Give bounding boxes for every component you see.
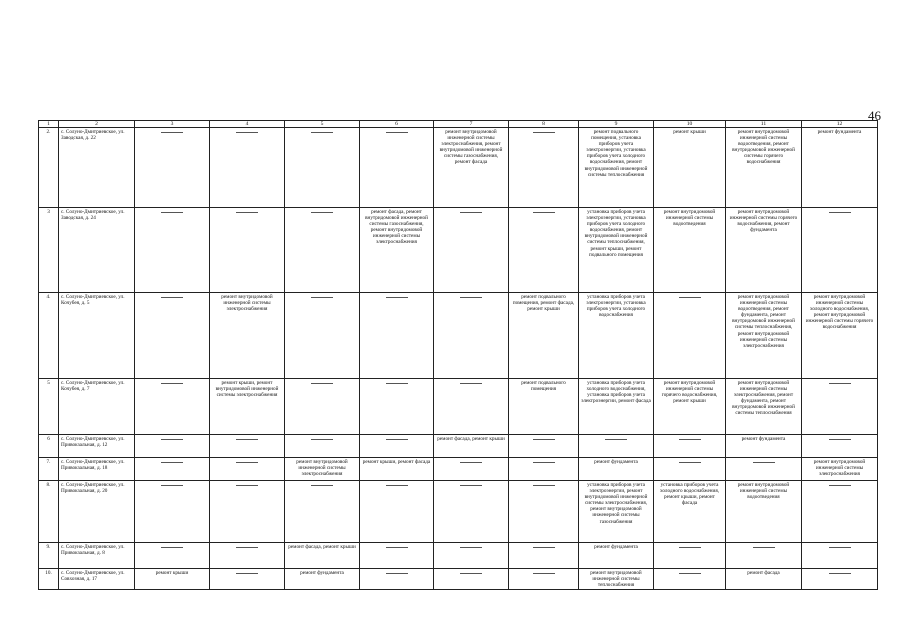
column-number-cell: 8 — [509, 121, 579, 128]
dash-mark — [829, 383, 851, 384]
empty-cell-dash — [285, 379, 360, 435]
work-type-cell: ремонт внутридомовой инженерной системы водоотведения, ремонт внутридомовой инженерной системы горячего водоснабжения — [726, 128, 802, 208]
dash-mark — [161, 462, 183, 463]
empty-cell-dash — [285, 481, 360, 543]
column-number-cell: 9 — [579, 121, 654, 128]
dash-mark — [829, 212, 851, 213]
work-type-cell: ремонт подвального помещения, установка приборов учета электроэнергии, установка приборов учета холодного водоснабжения, ремонт внутридомовой инженерной системы теплоснабжения — [579, 128, 654, 208]
dash-mark — [386, 297, 408, 298]
empty-cell-dash — [654, 543, 726, 569]
empty-cell-dash — [285, 435, 360, 458]
row-number: 9. — [39, 543, 59, 569]
work-type-cell: ремонт внутридомовой инженерной системы электроснабжения — [802, 458, 878, 481]
dash-mark — [829, 573, 851, 574]
empty-cell-dash — [360, 569, 434, 590]
dash-mark — [533, 547, 555, 548]
table-row — [39, 379, 878, 435]
empty-cell-dash — [434, 481, 509, 543]
work-type-cell: установка приборов учета электроэнергии, установка приборов учета холодного водоснабжения, ремонт внутридомовой инженерной системы теплоснабжения, ремонт крыши, ремонт подвального помещения — [579, 208, 654, 293]
dash-mark — [161, 547, 183, 548]
dash-mark — [386, 383, 408, 384]
address-cell: с. Солуно-Дмитриевское, ул. Кочубея, д. 5 — [59, 293, 135, 379]
dash-mark — [460, 212, 482, 213]
dash-mark — [311, 212, 333, 213]
column-number-cell: 5 — [285, 121, 360, 128]
dash-mark — [753, 462, 775, 463]
work-type-cell: ремонт внутридомовой инженерной системы теплоснабжения — [579, 569, 654, 590]
empty-cell-dash — [434, 569, 509, 590]
repair-schedule-table — [38, 120, 878, 590]
table-row — [39, 458, 878, 481]
work-type-cell: ремонт фасада, ремонт крыши — [434, 435, 509, 458]
work-type-cell: ремонт внутридомовой инженерной системы водоотведения — [726, 481, 802, 543]
empty-cell-dash — [434, 293, 509, 379]
row-number: 2. — [39, 128, 59, 208]
empty-cell-dash — [654, 458, 726, 481]
work-type-cell: ремонт крыши, ремонт внутридомовой инженерной системы электроснабжения — [210, 379, 285, 435]
empty-cell-dash — [360, 128, 434, 208]
work-type-cell: ремонт фундамента — [726, 435, 802, 458]
empty-cell-dash — [360, 435, 434, 458]
empty-cell-dash — [726, 458, 802, 481]
work-type-cell: ремонт фасада — [726, 569, 802, 590]
empty-cell-dash — [509, 208, 579, 293]
column-number-cell: 11 — [726, 121, 802, 128]
dash-mark — [236, 462, 258, 463]
dash-mark — [386, 573, 408, 574]
empty-cell-dash — [135, 435, 210, 458]
empty-cell-dash — [509, 543, 579, 569]
work-type-cell: ремонт внутридомовой инженерной системы электроснабжения, ремонт внутридомовой инженерной системы газоснабжения, ремонт фасада — [434, 128, 509, 208]
work-type-cell: установка приборов учета холодного водоснабжения, установка приборов учета электроэнергии, ремонт фасада — [579, 379, 654, 435]
dash-mark — [311, 439, 333, 440]
table-row — [39, 569, 878, 590]
table-row — [39, 208, 878, 293]
dash-mark — [533, 212, 555, 213]
empty-cell-dash — [360, 379, 434, 435]
dash-mark — [236, 439, 258, 440]
empty-cell-dash — [802, 208, 878, 293]
address-cell: с. Солуно-Дмитриевское, ул. Привокзальная, д. 20 — [59, 481, 135, 543]
work-type-cell: ремонт внутридомовой инженерной системы водоотведения — [654, 208, 726, 293]
column-number-cell: 3 — [135, 121, 210, 128]
dash-mark — [460, 547, 482, 548]
address-cell: с. Солуно-Дмитриевское, ул. Заводская, д. 22 — [59, 128, 135, 208]
work-type-cell: ремонт фундамента — [579, 458, 654, 481]
dash-mark — [533, 439, 555, 440]
empty-cell-dash — [509, 481, 579, 543]
dash-mark — [679, 462, 701, 463]
address-cell: с. Солуно-Дмитриевское, ул. Привокзальная, д. 18 — [59, 458, 135, 481]
empty-cell-dash — [210, 208, 285, 293]
empty-cell-dash — [654, 293, 726, 379]
empty-cell-dash — [360, 481, 434, 543]
dash-mark — [460, 297, 482, 298]
address-cell: с. Солуно-Дмитриевское, ул. Кочубея, д. 7 — [59, 379, 135, 435]
column-number-row — [39, 121, 878, 128]
row-number: 4. — [39, 293, 59, 379]
column-number-cell: 4 — [210, 121, 285, 128]
work-type-cell: ремонт внутридомовой инженерной системы электроснабжения, ремонт фундамента, ремонт внутридомовой инженерной системы теплоснабжения — [726, 379, 802, 435]
dash-mark — [460, 383, 482, 384]
work-type-cell: ремонт подвального помещения, ремонт фасада, ремонт крыши — [509, 293, 579, 379]
row-number: 10. — [39, 569, 59, 590]
empty-cell-dash — [509, 128, 579, 208]
dash-mark — [236, 547, 258, 548]
dash-mark — [236, 573, 258, 574]
table-row — [39, 293, 878, 379]
address-cell: с. Солуно-Дмитриевское, ул. Привокзальная, д. 12 — [59, 435, 135, 458]
empty-cell-dash — [509, 458, 579, 481]
empty-cell-dash — [726, 543, 802, 569]
dash-mark — [533, 462, 555, 463]
dash-mark — [161, 297, 183, 298]
work-type-cell: ремонт подвального помещения — [509, 379, 579, 435]
dash-mark — [533, 573, 555, 574]
dash-mark — [829, 485, 851, 486]
work-type-cell: ремонт фасада, ремонт крыши — [285, 543, 360, 569]
empty-cell-dash — [135, 543, 210, 569]
empty-cell-dash — [654, 435, 726, 458]
empty-cell-dash — [579, 435, 654, 458]
row-number: 5 — [39, 379, 59, 435]
row-number: 7. — [39, 458, 59, 481]
dash-mark — [161, 212, 183, 213]
empty-cell-dash — [509, 569, 579, 590]
dash-mark — [386, 485, 408, 486]
empty-cell-dash — [135, 458, 210, 481]
column-number-cell: 10 — [654, 121, 726, 128]
address-cell: с. Солуно-Дмитриевское, ул. Совхозная, д. 17 — [59, 569, 135, 590]
empty-cell-dash — [509, 435, 579, 458]
dash-mark — [460, 573, 482, 574]
dash-mark — [605, 439, 627, 440]
empty-cell-dash — [802, 379, 878, 435]
dash-mark — [679, 439, 701, 440]
empty-cell-dash — [802, 435, 878, 458]
row-number: 6 — [39, 435, 59, 458]
dash-mark — [311, 297, 333, 298]
dash-mark — [679, 547, 701, 548]
dash-mark — [161, 383, 183, 384]
dash-mark — [161, 485, 183, 486]
work-type-cell: установка приборов учета электроэнергии, установка приборов учета холодного водоснабжения — [579, 293, 654, 379]
work-type-cell: ремонт крыши — [654, 128, 726, 208]
empty-cell-dash — [135, 293, 210, 379]
work-type-cell: ремонт внутридомовой инженерной системы электроснабжения — [210, 293, 285, 379]
table-row — [39, 128, 878, 208]
empty-cell-dash — [434, 458, 509, 481]
table-row — [39, 435, 878, 458]
work-type-cell: ремонт внутридомовой инженерной системы водоотведения, ремонт фундамента, ремонт внутридомовой инженерной системы теплоснабжения, ремонт внутридомовой инженерной системы электроснабжения — [726, 293, 802, 379]
dash-mark — [236, 212, 258, 213]
dash-mark — [311, 485, 333, 486]
table-row — [39, 481, 878, 543]
empty-cell-dash — [802, 481, 878, 543]
address-cell: с. Солуно-Дмитриевское, ул. Привокзальная, д. 8 — [59, 543, 135, 569]
dash-mark — [829, 547, 851, 548]
work-type-cell: ремонт крыши, ремонт фасада — [360, 458, 434, 481]
column-number-cell: 7 — [434, 121, 509, 128]
empty-cell-dash — [285, 293, 360, 379]
row-number: 8. — [39, 481, 59, 543]
dash-mark — [386, 132, 408, 133]
empty-cell-dash — [434, 543, 509, 569]
empty-cell-dash — [210, 435, 285, 458]
dash-mark — [679, 297, 701, 298]
work-type-cell: ремонт фундамента — [285, 569, 360, 590]
address-cell: с. Солуно-Дмитриевское, ул. Заводская, д. 24 — [59, 208, 135, 293]
work-type-cell: установка приборов учета холодного водоснабжения, ремонт крыши, ремонт фасада — [654, 481, 726, 543]
dash-mark — [161, 132, 183, 133]
empty-cell-dash — [135, 128, 210, 208]
dash-mark — [460, 462, 482, 463]
column-number-cell: 2 — [59, 121, 135, 128]
work-type-cell: ремонт внутридомовой инженерной системы горячего водоснабжения, ремонт фундамента — [726, 208, 802, 293]
work-type-cell: ремонт крыши — [135, 569, 210, 590]
column-number-cell: 1 — [39, 121, 59, 128]
empty-cell-dash — [802, 543, 878, 569]
empty-cell-dash — [360, 293, 434, 379]
work-type-cell: ремонт внутридомовой инженерной системы холодного водоснабжения, ремонт внутридомовой инженерной системы горячего водоснабжения — [802, 293, 878, 379]
dash-mark — [460, 485, 482, 486]
dash-mark — [311, 132, 333, 133]
work-type-cell: ремонт внутридомовой инженерной системы электроснабжения — [285, 458, 360, 481]
empty-cell-dash — [360, 543, 434, 569]
empty-cell-dash — [285, 208, 360, 293]
empty-cell-dash — [434, 208, 509, 293]
work-type-cell: ремонт фундамента — [579, 543, 654, 569]
work-type-cell: ремонт внутридомовой инженерной системы горячего водоснабжения, ремонт крыши — [654, 379, 726, 435]
column-number-cell: 6 — [360, 121, 434, 128]
dash-mark — [753, 547, 775, 548]
dash-mark — [386, 547, 408, 548]
empty-cell-dash — [210, 569, 285, 590]
empty-cell-dash — [210, 128, 285, 208]
work-type-cell: ремонт фундамента — [802, 128, 878, 208]
empty-cell-dash — [210, 481, 285, 543]
empty-cell-dash — [802, 569, 878, 590]
dash-mark — [533, 485, 555, 486]
dash-mark — [386, 439, 408, 440]
empty-cell-dash — [135, 379, 210, 435]
empty-cell-dash — [285, 128, 360, 208]
dash-mark — [161, 439, 183, 440]
work-type-cell: ремонт фасада, ремонт внутридомовой инженерной системы газоснабжения, ремонт внутридомовой инженерной системы электроснабжения — [360, 208, 434, 293]
empty-cell-dash — [135, 481, 210, 543]
empty-cell-dash — [434, 379, 509, 435]
dash-mark — [236, 132, 258, 133]
empty-cell-dash — [210, 458, 285, 481]
row-number: 3 — [39, 208, 59, 293]
dash-mark — [679, 573, 701, 574]
work-type-cell: установка приборов учета электроэнергии, ремонт внутридомовой инженерной системы электроснабжения, ремонт внутридомовой инженерной системы газоснабжения — [579, 481, 654, 543]
dash-mark — [236, 485, 258, 486]
page-number: 46 — [868, 108, 881, 123]
dash-mark — [829, 439, 851, 440]
empty-cell-dash — [210, 543, 285, 569]
empty-cell-dash — [654, 569, 726, 590]
dash-mark — [533, 132, 555, 133]
dash-mark — [311, 383, 333, 384]
empty-cell-dash — [135, 208, 210, 293]
column-number-cell: 12 — [802, 121, 878, 128]
table-row — [39, 543, 878, 569]
